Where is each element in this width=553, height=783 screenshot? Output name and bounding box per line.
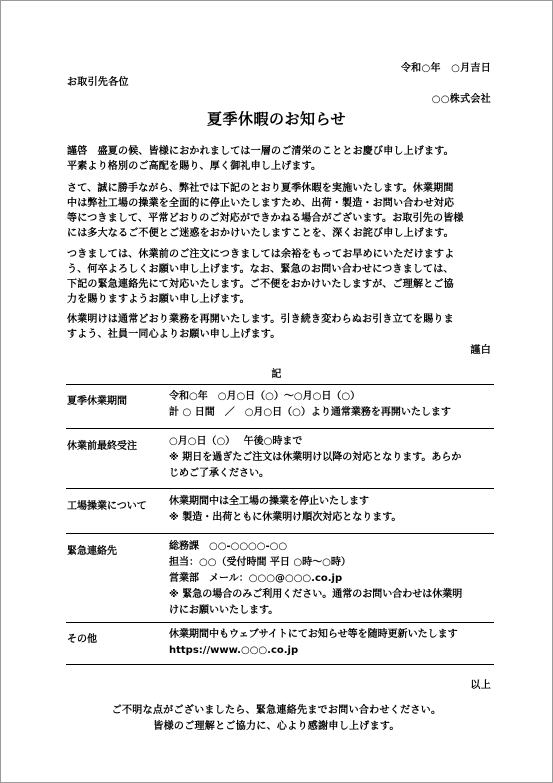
detail-value-holiday-period: 令和○年 ○月○日（○）～○月○日（○） 計 ○ 日間 ／ ○月○日（○）より通常業務を再開いたします [169,391,451,418]
divider [66,428,494,429]
end-word: 以上 [470,680,491,691]
detail-value-emergency-contact: 総務課 ○○-○○○○-○○ 担当：○○（受付時間 平日 ○時～○時） 営業部 メール：○○○@○○○.co.jp ※ 緊急の場合のみご利用ください。通常のお問い合わせは休業明 けにお願いいたします。 [169,541,463,616]
paragraph-announcement: さて、誠に勝手ながら、弊社では下記のとおり夏季休暇を実施いたします。休業期間 中は弊社工場の操業を全面的に停止いたしますため、出荷・製造・お問い合わせ対応 等につきまして、平常どおりのご対応ができかねる場合がございます。お取引先の皆様 には多大なるご不便とご迷惑をおかけいたしますことを、深くお詫び申し上げます。 [67,183,464,239]
sender-company: ○○株式会社 [431,94,491,105]
closing-word: 謹白 [470,345,491,356]
paragraph-greeting: 謹啓 盛夏の候、皆様におかれましては一層のご清栄のこととお慶び申し上げます。 平素より格別のご高配を賜り、厚く御礼申し上げます。 [67,146,454,172]
paragraph-resume: 休業明けは通常どおり業務を再開いたします。引き続き変わらぬお引き立てを賜りま すよう、社員一同心よりお願い申し上げます。 [67,314,454,340]
divider [66,533,494,534]
ki-heading: 記 [271,369,282,380]
detail-label-factory: 工場操業について [67,501,147,512]
divider [66,664,494,665]
issue-date: 令和○年 ○月吉日 [400,63,491,74]
footer-line-2: 皆様のご理解とご協力に、心より感謝申し上げます。 [153,721,400,732]
recipient: お取引先各位 [67,77,129,88]
detail-value-last-order: ○月○日（○） 午後○時まで ※ 期日を過ぎたご注文は休業明け以降の対応となります。あらか じめご了承ください。 [169,436,462,479]
divider [66,488,494,489]
document-title: 夏季休暇のお知らせ [206,110,347,128]
detail-label-emergency-contact: 緊急連絡先 [67,546,117,557]
detail-value-other: 休業期間中もウェブサイトにてお知らせ等を随時更新いたします https://www.○○○.co.jp [169,629,458,656]
detail-label-other: その他 [67,634,97,645]
divider [66,384,494,385]
detail-label-holiday-period: 夏季休業期間 [67,396,127,407]
footer-line-1: ご不明な点がございましたら、緊急連絡先までお問い合わせください。 [111,705,442,716]
paragraph-request: つきましては、休業前のご注文につきましては余裕をもってお早めにいただけますよ う、何卒よろしくお願い申し上げます。なお、緊急のお問い合わせにつきましては、 下記の緊急連絡先にて対応いたします。ご不便をおかけいたしますが、ご理解とご協 力を賜りますようお願い申し上げます。 [67,249,455,305]
divider [66,622,494,623]
detail-value-factory: 休業期間中は全工場の操業を停止いたします ※ 製造・出荷ともに休業明け順次対応となります。 [169,496,402,523]
detail-label-last-order: 休業前最終受注 [67,441,137,452]
